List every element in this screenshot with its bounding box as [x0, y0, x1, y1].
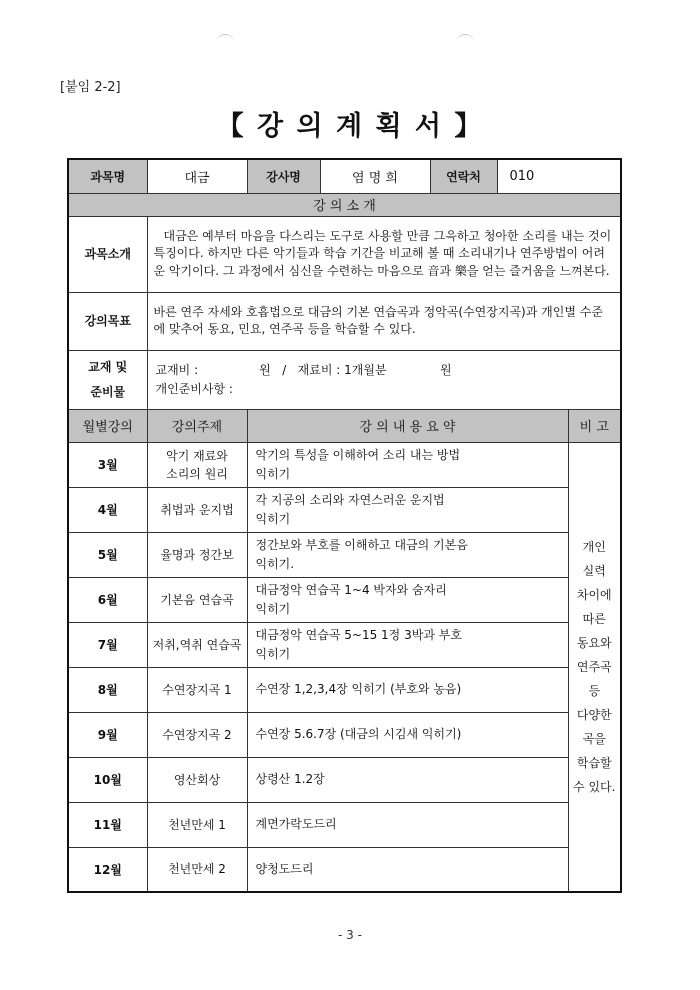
content-line: 정간보와 부호를 이해하고 대금의 기본음: [255, 537, 468, 552]
content-line: 수연장 5.6.7장 (대금의 시김새 익히기): [255, 727, 462, 741]
materials-row: [68, 350, 621, 409]
content-cell: [247, 667, 568, 712]
month-cell: 11월: [68, 802, 147, 847]
topic-cell: [147, 757, 247, 802]
topic-line: 소리의 원리: [166, 466, 228, 481]
month-cell: 10월: [68, 757, 147, 802]
content-cell: [247, 487, 568, 532]
month-cell: 7월: [68, 622, 147, 667]
subject-value: 대금: [147, 159, 247, 193]
remarks-line: 곡을: [582, 731, 606, 746]
topic-cell: [147, 577, 247, 622]
table-row: [68, 577, 621, 622]
month-cell: 9월: [68, 712, 147, 757]
topic-line: 저취,역취 연습곡: [152, 637, 242, 652]
topic-cell: [147, 847, 247, 892]
remarks-cell: [568, 442, 621, 892]
remarks-line: 수 있다.: [573, 779, 616, 794]
remarks-line: 등: [588, 683, 601, 698]
topic-cell: [147, 532, 247, 577]
month-cell: 12월: [68, 847, 147, 892]
intro-section-label: 강 의 소 개: [68, 193, 621, 216]
materials-label-line2: 준비물: [90, 384, 126, 399]
remarks-line: 학습할: [576, 755, 612, 770]
content-line: 대금정악 연습곡 1~4 박자와 숨자리: [255, 582, 447, 597]
content-cell: [247, 577, 568, 622]
course-intro-text: 대금은 예부터 마음을 다스리는 도구로 사용할 만큼 그윽하고 청아한 소리를 내는 것이 특징이다. 하지만 다른 악기들과 학습 기간을 비교해 볼 때 소리내기나 연주방법이 어려운 악기이다. 그 과정에서 심신을 수련하는 마음으로 音과 樂을 얻는 즐거움을 느껴본다.: [147, 216, 621, 292]
remarks-line: 동요와: [576, 635, 612, 650]
content-line: 상령산 1.2장: [255, 772, 325, 786]
course-intro-label: 과목소개: [68, 216, 147, 292]
content-cell: [247, 757, 568, 802]
topic-header: 강의주제: [147, 409, 247, 442]
month-cell: 5월: [68, 532, 147, 577]
topic-cell: [147, 487, 247, 532]
punch-hole-mark: [216, 34, 234, 53]
content-line: 익히기: [255, 646, 291, 661]
topic-line: 율명과 정간보: [160, 547, 234, 562]
topic-line: 악기 재료와: [166, 448, 228, 463]
materials-fee-line: 교재비 : 원 / 재료비 : 1개월분 원: [155, 362, 452, 377]
remarks-line: 연주곡: [576, 659, 612, 674]
lecture-plan-table: [67, 158, 622, 893]
content-cell: [247, 442, 568, 487]
month-cell: 8월: [68, 667, 147, 712]
content-line: 익히기: [255, 511, 291, 526]
materials-content: [147, 350, 621, 409]
content-line: 익히기: [255, 601, 291, 616]
course-goal-text: 바른 연주 자세와 호흡법으로 대금의 기본 연습곡과 정악곡(수연장지곡)과 개인별 수준에 맞추어 동요, 민요, 연주곡 등을 학습할 수 있다.: [147, 292, 621, 350]
month-cell: 6월: [68, 577, 147, 622]
instructor-label: 강사명: [247, 159, 320, 193]
contact-label: 연락처: [430, 159, 497, 193]
topic-cell: [147, 442, 247, 487]
content-cell: [247, 712, 568, 757]
content-line: 각 지공의 소리와 자연스러운 운지법: [255, 492, 445, 507]
contact-value: 010: [497, 159, 621, 193]
intro-section-row: [68, 193, 621, 216]
content-cell: [247, 532, 568, 577]
table-row: [68, 712, 621, 757]
topic-cell: [147, 712, 247, 757]
content-line: 양청도드리: [255, 861, 314, 876]
course-intro-row: [68, 216, 621, 292]
topic-line: 수연장지곡 2: [162, 727, 232, 742]
table-row: [68, 442, 621, 487]
topic-line: 영산회상: [173, 772, 221, 787]
course-goal-label: 강의목표: [68, 292, 147, 350]
topic-line: 취법과 운지법: [160, 502, 234, 517]
attachment-tag: [붙임 2-2]: [60, 80, 121, 95]
header-row: [68, 159, 621, 193]
materials-personal-line: 개인준비사항 :: [155, 381, 233, 396]
topic-cell: [147, 667, 247, 712]
table-row: [68, 487, 621, 532]
content-line: 익히기.: [255, 556, 295, 571]
table-row: [68, 667, 621, 712]
month-cell: 4월: [68, 487, 147, 532]
month-cell: 3월: [68, 442, 147, 487]
topic-line: 수연장지곡 1: [162, 682, 232, 697]
content-cell: [247, 802, 568, 847]
content-cell: [247, 847, 568, 892]
remarks-line: 개인: [582, 539, 606, 554]
materials-label: [68, 350, 147, 409]
remarks-line: 실력: [582, 563, 606, 578]
schedule-header-row: [68, 409, 621, 442]
table-row: [68, 802, 621, 847]
table-row: [68, 622, 621, 667]
punch-hole-mark: [456, 34, 474, 53]
content-cell: [247, 622, 568, 667]
materials-label-line1: 교재 및: [88, 359, 128, 374]
topic-line: 기본음 연습곡: [160, 592, 234, 607]
summary-header: 강 의 내 용 요 약: [247, 409, 568, 442]
course-goal-row: [68, 292, 621, 350]
content-line: 계면가락도드리: [255, 817, 337, 831]
table-row: [68, 532, 621, 577]
month-header: 월별강의: [68, 409, 147, 442]
remarks-header: 비 고: [568, 409, 621, 442]
content-line: 수연장 1,2,3,4장 익히기 (부호와 농음): [255, 682, 462, 696]
topic-cell: [147, 622, 247, 667]
instructor-value: 염 명 희: [320, 159, 430, 193]
content-line: 대금정악 연습곡 5~15 1정 3박과 부호: [255, 627, 462, 642]
topic-line: 천년만세 2: [168, 862, 226, 877]
page-number: - 3 -: [338, 928, 362, 942]
subject-label: 과목명: [68, 159, 147, 193]
document-title: 【 강 의 계 획 서 】: [216, 111, 484, 142]
remarks-line: 다양한: [576, 707, 612, 722]
content-line: 악기의 특성을 이해하여 소리 내는 방법: [255, 447, 461, 462]
remarks-line: 차이에: [576, 587, 612, 602]
content-line: 익히기: [255, 466, 291, 481]
topic-cell: [147, 802, 247, 847]
table-row: [68, 847, 621, 892]
remarks-line: 따른: [582, 611, 606, 626]
topic-line: 천년만세 1: [168, 817, 226, 832]
table-row: [68, 757, 621, 802]
